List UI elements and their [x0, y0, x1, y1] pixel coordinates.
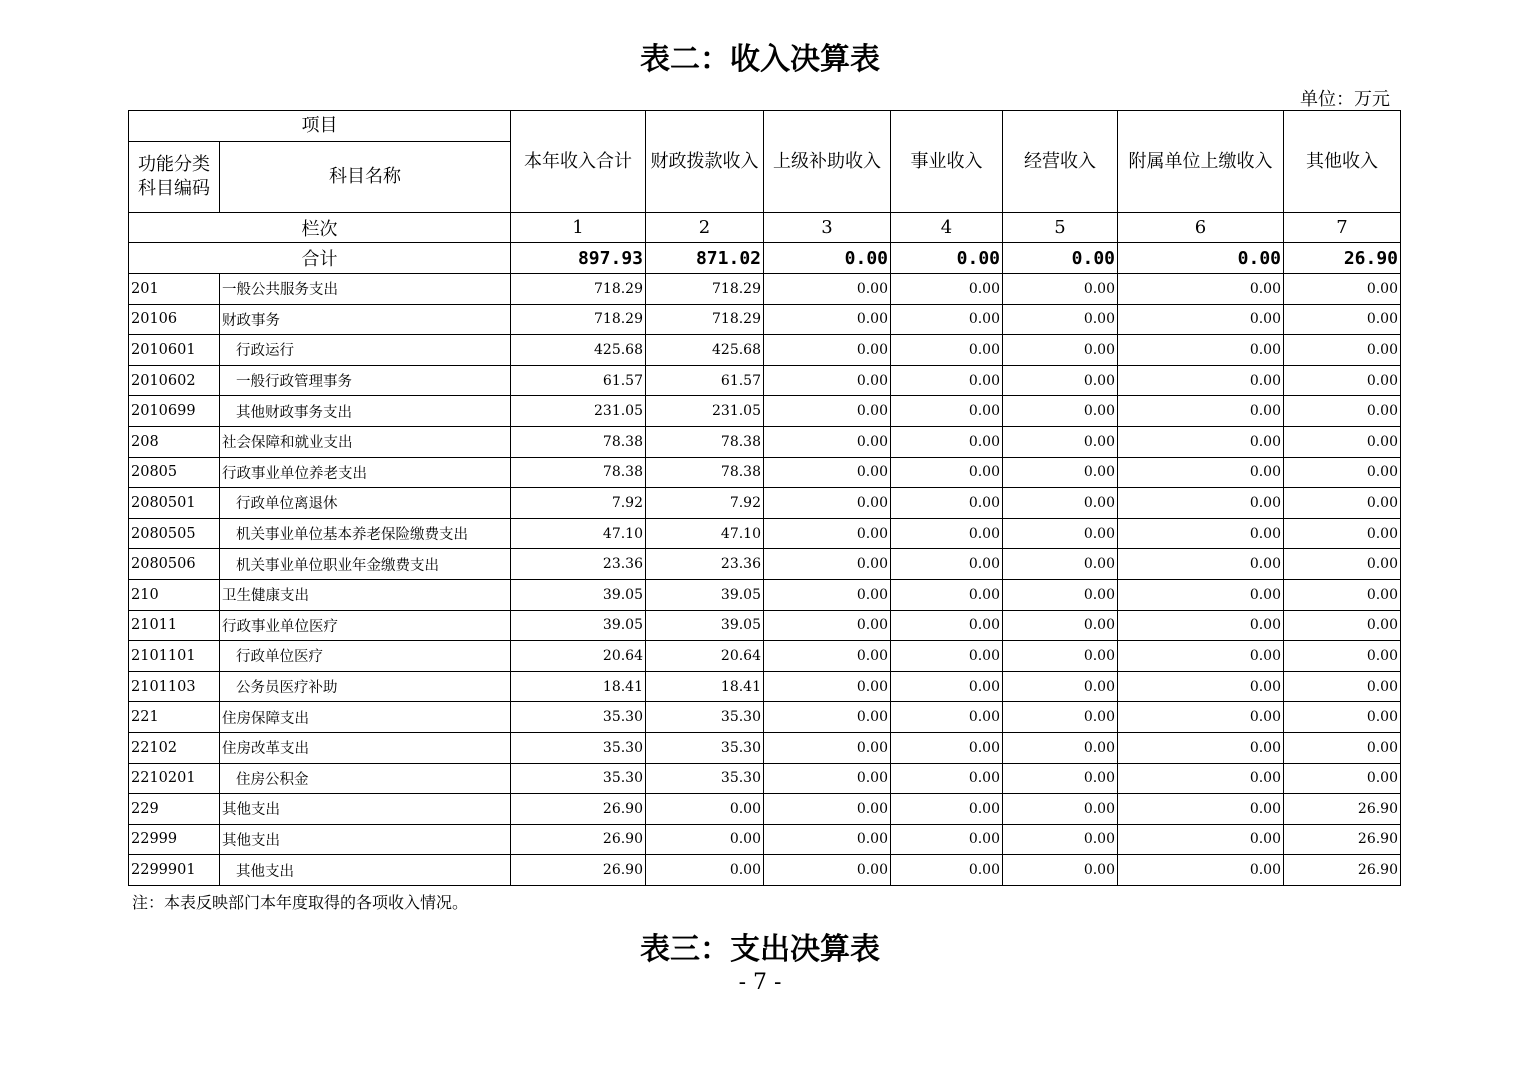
row-value: 18.41 [646, 671, 764, 702]
unit-label: 单位：万元 [1300, 89, 1390, 110]
row-value: 47.10 [511, 518, 646, 549]
header-col-4: 事业收入 [891, 111, 1003, 213]
row-value: 0.00 [1284, 702, 1401, 733]
row-value: 0.00 [764, 426, 891, 457]
row-name: 行政单位离退休 [220, 488, 511, 519]
row-value: 0.00 [1003, 824, 1118, 855]
row-code: 2299901 [129, 855, 220, 886]
row-name: 行政事业单位医疗 [220, 610, 511, 641]
row-value: 0.00 [1118, 549, 1284, 580]
row-value: 0.00 [1003, 763, 1118, 794]
row-value: 0.00 [1118, 579, 1284, 610]
row-code: 21011 [129, 610, 220, 641]
col-index-label: 栏次 [129, 213, 511, 243]
row-value: 26.90 [511, 794, 646, 825]
row-value: 231.05 [646, 396, 764, 427]
row-value: 0.00 [764, 610, 891, 641]
row-code: 208 [129, 426, 220, 457]
row-value: 0.00 [764, 396, 891, 427]
row-code: 20805 [129, 457, 220, 488]
row-value: 0.00 [1118, 396, 1284, 427]
row-value: 0.00 [1003, 426, 1118, 457]
row-value: 0.00 [1284, 488, 1401, 519]
row-value: 0.00 [891, 304, 1003, 335]
row-value: 0.00 [1118, 763, 1284, 794]
row-value: 231.05 [511, 396, 646, 427]
row-value: 718.29 [511, 304, 646, 335]
row-name: 社会保障和就业支出 [220, 426, 511, 457]
row-code: 20106 [129, 304, 220, 335]
row-value: 0.00 [764, 794, 891, 825]
row-value: 0.00 [764, 702, 891, 733]
row-value: 0.00 [646, 855, 764, 886]
col-number: 5 [1003, 213, 1118, 243]
row-code: 2010602 [129, 365, 220, 396]
row-value: 0.00 [1003, 855, 1118, 886]
row-value: 0.00 [764, 579, 891, 610]
row-value: 0.00 [646, 794, 764, 825]
row-value: 39.05 [646, 579, 764, 610]
row-value: 0.00 [764, 488, 891, 519]
header-col-2: 财政拨款收入 [646, 111, 764, 213]
income-table [128, 110, 1401, 886]
row-value: 26.90 [1284, 824, 1401, 855]
row-value: 78.38 [511, 426, 646, 457]
row-name: 机关事业单位基本养老保险缴费支出 [220, 518, 511, 549]
row-value: 0.00 [1003, 549, 1118, 580]
row-value: 35.30 [511, 763, 646, 794]
row-value: 78.38 [511, 457, 646, 488]
row-value: 425.68 [646, 335, 764, 366]
row-value: 0.00 [764, 335, 891, 366]
row-value: 26.90 [1284, 794, 1401, 825]
row-code: 2101101 [129, 641, 220, 672]
row-value: 0.00 [891, 763, 1003, 794]
table-row [129, 335, 1401, 366]
row-value: 35.30 [646, 732, 764, 763]
table-row [129, 304, 1401, 335]
total-label: 合计 [129, 243, 511, 274]
row-value: 0.00 [1118, 671, 1284, 702]
row-value: 7.92 [511, 488, 646, 519]
row-code: 22999 [129, 824, 220, 855]
row-value: 35.30 [511, 702, 646, 733]
row-name: 卫生健康支出 [220, 579, 511, 610]
row-value: 0.00 [1118, 335, 1284, 366]
row-value: 0.00 [1118, 702, 1284, 733]
row-name: 住房公积金 [220, 763, 511, 794]
row-value: 0.00 [764, 457, 891, 488]
row-value: 0.00 [1118, 732, 1284, 763]
row-value: 0.00 [1118, 610, 1284, 641]
row-value: 0.00 [1284, 426, 1401, 457]
col-number: 3 [764, 213, 891, 243]
row-value: 0.00 [1118, 855, 1284, 886]
row-value: 39.05 [511, 579, 646, 610]
row-value: 35.30 [646, 702, 764, 733]
row-value: 0.00 [764, 671, 891, 702]
row-value: 0.00 [1118, 794, 1284, 825]
row-value: 61.57 [646, 365, 764, 396]
row-value: 0.00 [1284, 549, 1401, 580]
row-value: 0.00 [1118, 274, 1284, 305]
table-row [129, 274, 1401, 305]
row-value: 0.00 [646, 824, 764, 855]
table-row [129, 365, 1401, 396]
row-value: 0.00 [891, 457, 1003, 488]
row-value: 0.00 [1003, 304, 1118, 335]
row-value: 61.57 [511, 365, 646, 396]
col-number: 6 [1118, 213, 1284, 243]
row-code: 2101103 [129, 671, 220, 702]
row-value: 0.00 [891, 610, 1003, 641]
row-value: 0.00 [1003, 579, 1118, 610]
total-value: 897.93 [511, 243, 646, 274]
row-value: 0.00 [764, 824, 891, 855]
table-row [129, 488, 1401, 519]
row-value: 0.00 [891, 426, 1003, 457]
row-value: 0.00 [1003, 457, 1118, 488]
row-value: 0.00 [1284, 335, 1401, 366]
page-number: - 7 - [738, 970, 782, 995]
row-name: 一般行政管理事务 [220, 365, 511, 396]
row-value: 20.64 [646, 641, 764, 672]
header-name: 科目名称 [220, 142, 511, 213]
row-code: 229 [129, 794, 220, 825]
row-value: 0.00 [891, 335, 1003, 366]
table-row [129, 457, 1401, 488]
row-value: 0.00 [1118, 488, 1284, 519]
row-value: 78.38 [646, 457, 764, 488]
row-name: 一般公共服务支出 [220, 274, 511, 305]
row-name: 其他支出 [220, 824, 511, 855]
row-value: 26.90 [511, 824, 646, 855]
row-code: 2080505 [129, 518, 220, 549]
row-value: 0.00 [891, 702, 1003, 733]
row-value: 718.29 [646, 274, 764, 305]
row-value: 0.00 [1118, 457, 1284, 488]
row-code: 221 [129, 702, 220, 733]
row-name: 其他财政事务支出 [220, 396, 511, 427]
row-value: 0.00 [1003, 732, 1118, 763]
row-value: 0.00 [1003, 794, 1118, 825]
row-value: 0.00 [1003, 610, 1118, 641]
row-value: 0.00 [1118, 824, 1284, 855]
row-value: 0.00 [764, 365, 891, 396]
row-code: 2210201 [129, 763, 220, 794]
row-value: 0.00 [891, 274, 1003, 305]
row-value: 0.00 [764, 732, 891, 763]
row-value: 0.00 [891, 518, 1003, 549]
row-name: 机关事业单位职业年金缴费支出 [220, 549, 511, 580]
row-value: 0.00 [1284, 457, 1401, 488]
header-code: 功能分类科目编码 [129, 142, 220, 213]
row-name: 行政事业单位养老支出 [220, 457, 511, 488]
row-value: 0.00 [1284, 610, 1401, 641]
row-value: 0.00 [891, 549, 1003, 580]
row-name: 行政运行 [220, 335, 511, 366]
row-value: 0.00 [891, 671, 1003, 702]
table-row [129, 763, 1401, 794]
col-number: 1 [511, 213, 646, 243]
row-value: 718.29 [511, 274, 646, 305]
row-value: 0.00 [764, 304, 891, 335]
row-value: 0.00 [1003, 396, 1118, 427]
page-title: 表二：收入决算表 [640, 42, 880, 77]
row-value: 0.00 [1284, 365, 1401, 396]
row-value: 39.05 [646, 610, 764, 641]
row-name: 其他支出 [220, 794, 511, 825]
row-value: 26.90 [511, 855, 646, 886]
total-value: 871.02 [646, 243, 764, 274]
row-value: 0.00 [1118, 365, 1284, 396]
header-col-5: 经营收入 [1003, 111, 1118, 213]
row-value: 0.00 [764, 641, 891, 672]
row-value: 425.68 [511, 335, 646, 366]
row-value: 23.36 [511, 549, 646, 580]
row-value: 0.00 [1284, 641, 1401, 672]
header-project: 项目 [129, 111, 511, 142]
row-value: 0.00 [1284, 579, 1401, 610]
row-name: 公务员医疗补助 [220, 671, 511, 702]
table-row [129, 518, 1401, 549]
row-code: 2010699 [129, 396, 220, 427]
row-name: 财政事务 [220, 304, 511, 335]
table-row [129, 702, 1401, 733]
row-code: 2010601 [129, 335, 220, 366]
row-value: 7.92 [646, 488, 764, 519]
table-row [129, 824, 1401, 855]
table-row [129, 610, 1401, 641]
table-row [129, 426, 1401, 457]
row-value: 0.00 [1003, 702, 1118, 733]
row-value: 0.00 [891, 396, 1003, 427]
total-value: 0.00 [891, 243, 1003, 274]
total-value: 0.00 [1003, 243, 1118, 274]
col-number: 7 [1284, 213, 1401, 243]
row-value: 0.00 [1284, 518, 1401, 549]
row-value: 0.00 [1118, 426, 1284, 457]
table-row [129, 855, 1401, 886]
row-value: 0.00 [1003, 641, 1118, 672]
row-value: 0.00 [1118, 518, 1284, 549]
row-value: 23.36 [646, 549, 764, 580]
row-value: 0.00 [891, 794, 1003, 825]
total-row [129, 243, 1401, 274]
table-row [129, 671, 1401, 702]
row-value: 0.00 [1118, 641, 1284, 672]
row-code: 22102 [129, 732, 220, 763]
row-value: 0.00 [764, 518, 891, 549]
total-value: 26.90 [1284, 243, 1401, 274]
row-value: 0.00 [1003, 488, 1118, 519]
row-name: 住房改革支出 [220, 732, 511, 763]
row-value: 18.41 [511, 671, 646, 702]
total-value: 0.00 [1118, 243, 1284, 274]
row-value: 0.00 [764, 855, 891, 886]
row-value: 0.00 [1284, 274, 1401, 305]
row-value: 0.00 [891, 855, 1003, 886]
row-value: 0.00 [891, 732, 1003, 763]
row-value: 0.00 [1118, 304, 1284, 335]
row-value: 0.00 [1284, 396, 1401, 427]
table-row [129, 396, 1401, 427]
row-value: 0.00 [891, 365, 1003, 396]
row-code: 210 [129, 579, 220, 610]
header-col-1: 本年收入合计 [511, 111, 646, 213]
row-code: 2080501 [129, 488, 220, 519]
next-table-title: 表三：支出决算表 [640, 932, 880, 967]
row-code: 2080506 [129, 549, 220, 580]
row-value: 26.90 [1284, 855, 1401, 886]
row-value: 0.00 [1284, 671, 1401, 702]
row-value: 0.00 [764, 763, 891, 794]
row-value: 0.00 [1003, 671, 1118, 702]
row-value: 0.00 [1003, 335, 1118, 366]
col-number: 4 [891, 213, 1003, 243]
table-row [129, 579, 1401, 610]
row-value: 718.29 [646, 304, 764, 335]
table-row [129, 794, 1401, 825]
row-value: 0.00 [1284, 732, 1401, 763]
row-value: 47.10 [646, 518, 764, 549]
header-col-6: 附属单位上缴收入 [1118, 111, 1284, 213]
row-name: 行政单位医疗 [220, 641, 511, 672]
table-row [129, 641, 1401, 672]
row-value: 0.00 [1003, 518, 1118, 549]
row-value: 0.00 [764, 274, 891, 305]
row-value: 20.64 [511, 641, 646, 672]
row-value: 39.05 [511, 610, 646, 641]
row-code: 201 [129, 274, 220, 305]
table-row [129, 732, 1401, 763]
row-value: 35.30 [511, 732, 646, 763]
row-value: 0.00 [764, 549, 891, 580]
row-value: 0.00 [1284, 763, 1401, 794]
row-value: 0.00 [1003, 365, 1118, 396]
row-name: 住房保障支出 [220, 702, 511, 733]
row-value: 0.00 [1003, 274, 1118, 305]
col-number: 2 [646, 213, 764, 243]
header-col-7: 其他收入 [1284, 111, 1401, 213]
row-value: 0.00 [891, 579, 1003, 610]
row-value: 0.00 [891, 488, 1003, 519]
table-row [129, 549, 1401, 580]
row-value: 35.30 [646, 763, 764, 794]
row-name: 其他支出 [220, 855, 511, 886]
header-col-3: 上级补助收入 [764, 111, 891, 213]
row-value: 0.00 [1284, 304, 1401, 335]
table-note: 注：本表反映部门本年度取得的各项收入情况。 [132, 893, 469, 912]
total-value: 0.00 [764, 243, 891, 274]
row-value: 0.00 [891, 641, 1003, 672]
row-value: 78.38 [646, 426, 764, 457]
row-value: 0.00 [891, 824, 1003, 855]
